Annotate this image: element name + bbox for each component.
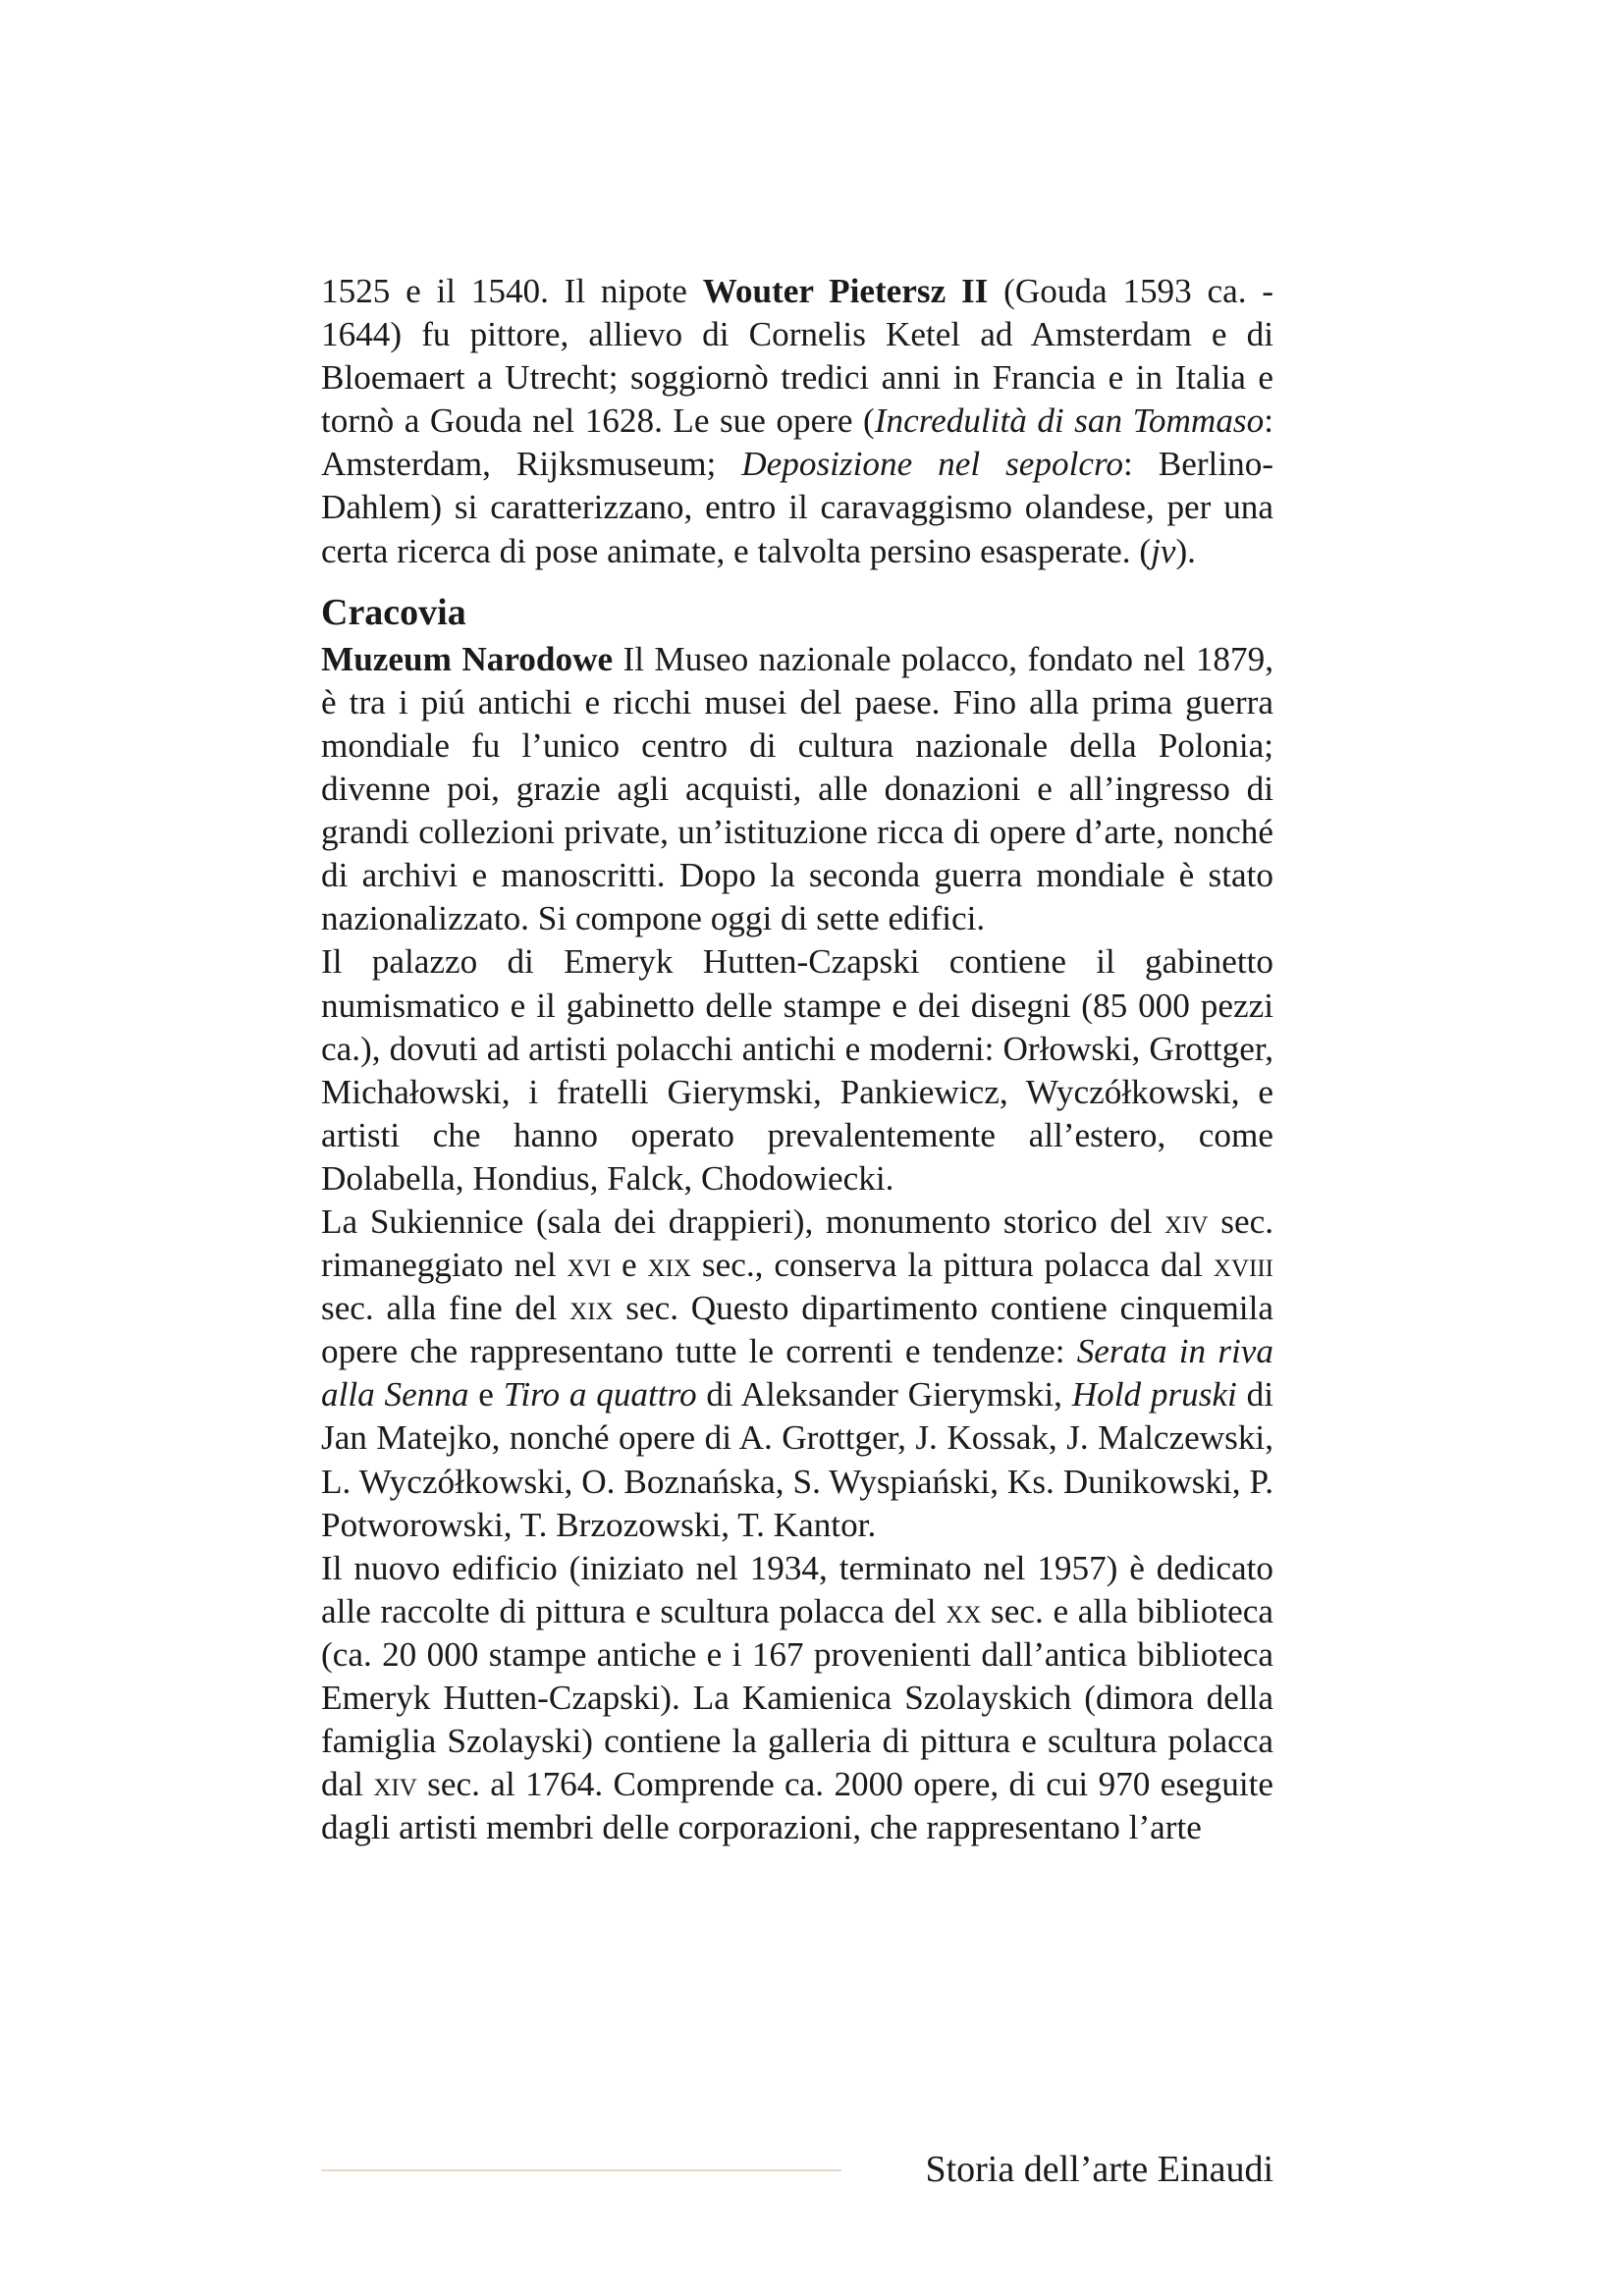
- intro-text: (Gouda 1593 ca. - 1644) fu pittore, allievo di Cornelis Ketel ad Amsterdam e di Bloemaert a Utrecht; soggiornò tredici anni in Francia e in Italia e tornò a Gouda nel 1628. Le sue opere (: [321, 272, 1273, 441]
- century: xvi: [567, 1246, 611, 1285]
- palace-paragraph: Il palazzo di Emeryk Hutten-Czapski contiene il gabinetto numismatico e il gabinetto delle stampe e dei disegni (85 000 pezzi ca.), dovuti ad artisti polacchi antichi e moderni: Orłowski, Grottger, Michałowski, i fratelli Gierymski, Pankiewicz, Wyczółkowski, e artisti che hanno operato prevalentemente all’estero, come Dolabella, Hondius, Falck, Chodowiecki.: [321, 942, 1273, 1198]
- text: sec. Questo dipartimento contiene cinquemila opere che rappresentano tutte le correnti e tendenze:: [321, 1289, 1273, 1371]
- text: e: [468, 1375, 504, 1415]
- text: sec. e alla biblioteca (ca. 20 000 stampe antiche e i 167 provenienti dall’antica biblioteca Emeryk Hutten-Czapski). La Kamienica Szolayskich (dimora della famiglia Szolayski) contiene la galleria di pittura e scultura polacca dal: [321, 1591, 1273, 1804]
- intro-text: 1525 e il 1540. Il nipote: [321, 272, 703, 310]
- museum-description: Il Museo nazionale polacco, fondato nel 1879, è tra i piú antichi e ricchi musei del paese. Fino alla prima guerra mondiale fu l’unico centro di cultura nazionale della Polonia; divenne poi, grazie agli acquisti, alle donazioni e all’ingresso di grandi collezioni private, un’istituzione ricca di opere d’arte, nonché di archivi e manoscritti. Dopo la seconda guerra mondiale è stato nazionalizzato. Si compone oggi di sette edifici.: [321, 639, 1273, 938]
- text: sec. al 1764. Comprende ca. 2000 opere, di cui 970 eseguite dagli artisti membri delle corporazioni, che rappresentano l’arte: [321, 1765, 1273, 1847]
- artist-name: Wouter Pietersz II: [702, 272, 989, 310]
- century: xiv: [373, 1765, 417, 1804]
- century: xx: [946, 1591, 982, 1630]
- century: xiv: [1164, 1201, 1209, 1241]
- century: xix: [647, 1246, 691, 1285]
- intro-text: : Amsterdam, Rijksmuseum;: [321, 401, 1273, 484]
- museum-name: Muzeum Narodowe: [321, 639, 614, 678]
- text: sec. alla fine del: [321, 1289, 570, 1328]
- century: xviii: [1213, 1246, 1273, 1285]
- text: di Aleksander Gierymski,: [696, 1375, 1072, 1415]
- footer-publication-title: Storia dell’arte Einaudi: [925, 2149, 1273, 2190]
- intro-paragraph: [321, 270, 1273, 573]
- artwork-title: Hold pruski: [1071, 1375, 1237, 1415]
- text: e: [610, 1246, 648, 1285]
- text: sec. rimaneggiato nel: [321, 1201, 1273, 1285]
- text: di Jan Matejko, nonché opere di A. Grottger, J. Kossak, J. Malczewski, L. Wyczółkowski, O. Boznańska, S. Wyspiański, Ks. Dunikowski, P. Potworowski, T. Brzozowski, T. Kantor.: [321, 1375, 1273, 1544]
- author-initials: jv: [1151, 531, 1176, 570]
- text: Il nuovo edificio (iniziato nel 1934, terminato nel 1957) è dedicato alle raccolte di pittura e scultura polacca del: [321, 1548, 1273, 1630]
- century: xix: [569, 1289, 614, 1328]
- artwork-title: Deposizione nel sepolcro: [741, 445, 1123, 484]
- intro-text: ).: [1175, 531, 1196, 570]
- sukiennice-paragraph: [321, 1201, 1273, 1547]
- artwork-title: Serata in riva alla Senna: [321, 1332, 1274, 1415]
- museum-paragraph: [321, 638, 1273, 941]
- artwork-title: Incredulità di san Tommaso: [874, 401, 1265, 441]
- footer-divider: [321, 2169, 841, 2171]
- section-heading: Cracovia: [321, 591, 466, 633]
- text: sec., conserva la pittura polacca dal: [690, 1246, 1214, 1285]
- intro-text: : Berlino-Dahlem) si caratterizzano, entro il caravaggismo olandese, per una certa ricerca di pose animate, e talvolta persino esasperate. (: [321, 445, 1274, 570]
- text: La Sukiennice (sala dei drappieri), monumento storico del: [321, 1201, 1165, 1241]
- body-text: [321, 270, 1273, 1849]
- new-building-paragraph: [321, 1547, 1273, 1850]
- artwork-title: Tiro a quattro: [503, 1375, 697, 1415]
